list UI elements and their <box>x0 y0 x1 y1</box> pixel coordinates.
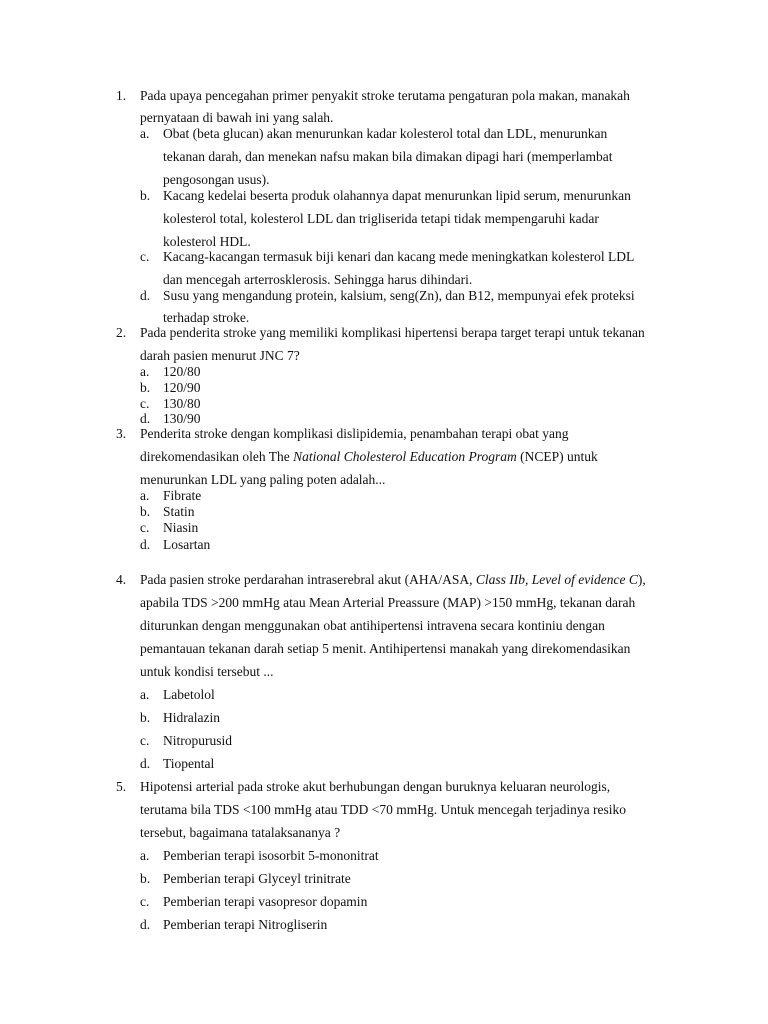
option-letter: d. <box>140 917 151 932</box>
option-text-line: tekanan darah, dan menekan nafsu makan bila dimakan dipagi hari (memperlambat <box>163 149 613 164</box>
option-text: 130/80 <box>163 396 201 411</box>
option-text-line: Kacang kedelai beserta produk olahannya dapat menurunkan lipid serum, menurunkan <box>163 188 631 203</box>
option-text-line: dan mencegah arterrosklerosis. Sehingga harus dihindari. <box>163 272 473 287</box>
question-text-plain: Pada pasien stroke perdarahan intraserebral akut (AHA/ASA, <box>140 572 476 587</box>
question-text-line: Hipotensi arterial pada stroke akut berhubungan dengan buruknya keluaran neurologis, <box>140 779 611 794</box>
question-text-line: menurunkan LDL yang paling poten adalah... <box>140 472 386 487</box>
question-number: 3. <box>116 426 127 441</box>
question-text-line: Pada upaya pencegahan primer penyakit stroke terutama pengaturan pola makan, manakah <box>140 88 630 103</box>
option-letter: d. <box>140 411 151 426</box>
option-letter: b. <box>140 871 151 886</box>
question-text-line: diturunkan dengan menggunakan obat antihipertensi intravena secara kontiniu dengan <box>140 618 605 633</box>
option-text: Nitropurusid <box>163 733 232 748</box>
option-text-line: pengosongan usus). <box>163 172 270 187</box>
question-text-line: terutama bila TDS <100 mmHg atau TDD <70 mmHg. Untuk mencegah terjadinya resiko <box>140 802 626 817</box>
question-number: 5. <box>116 779 127 794</box>
option-letter: a. <box>140 848 150 863</box>
question-text-line: Penderita stroke dengan komplikasi dislipidemia, penambahan terapi obat yang <box>140 426 569 441</box>
option-letter: b. <box>140 380 151 395</box>
question-text-italic: Class IIb, Level of evidence C <box>475 572 638 587</box>
question-text-italic: National Cholesterol Education Program <box>293 449 517 464</box>
option-letter: a. <box>140 488 150 503</box>
question-text-line: pemantauan tekanan darah setiap 5 menit. Antihipertensi manakah yang direkomendasikan <box>140 641 631 656</box>
option-text: Pemberian terapi isosorbit 5-mononitrat <box>163 848 379 863</box>
option-text: Tiopental <box>163 756 215 771</box>
option-letter: a. <box>140 364 150 379</box>
option-text: 120/80 <box>163 364 201 379</box>
question-text-line: tersebut, bagaimana tatalaksananya ? <box>140 825 341 840</box>
question-number: 4. <box>116 572 127 587</box>
question-text-line: untuk kondisi tersebut ... <box>140 664 274 679</box>
option-letter: b. <box>140 504 151 519</box>
question-text-line: pernyataan di bawah ini yang salah. <box>140 110 334 125</box>
option-text-line: kolesterol HDL. <box>163 234 251 249</box>
option-text: Hidralazin <box>163 710 220 725</box>
option-letter: c. <box>140 249 150 264</box>
option-text: Statin <box>163 504 195 519</box>
option-letter: a. <box>140 126 150 141</box>
question-text-plain: ), <box>637 572 646 587</box>
option-text: Niasin <box>163 520 199 535</box>
option-letter: c. <box>140 894 150 909</box>
option-letter: d. <box>140 288 151 303</box>
option-letter: c. <box>140 396 150 411</box>
option-letter: d. <box>140 756 151 771</box>
option-letter: a. <box>140 687 150 702</box>
option-text: Pemberian terapi Nitrogliserin <box>163 917 328 932</box>
option-letter: c. <box>140 733 150 748</box>
option-text-line: kolesterol total, kolesterol LDL dan trigliserida tetapi tidak mempengaruhi kadar <box>163 211 599 226</box>
question-number: 2. <box>116 325 127 340</box>
question-text-line <box>140 449 598 465</box>
option-letter: b. <box>140 188 151 203</box>
option-letter: b. <box>140 710 151 725</box>
option-text: Pemberian terapi vasopresor dopamin <box>163 894 368 909</box>
option-text: Losartan <box>163 537 211 552</box>
question-text-plain: direkomendasikan oleh The <box>140 449 294 464</box>
option-text-line: terhadap stroke. <box>163 310 250 325</box>
option-text-line: Susu yang mengandung protein, kalsium, seng(Zn), dan B12, mempunyai efek proteksi <box>163 288 635 303</box>
question-text-line: darah pasien menurut JNC 7? <box>140 348 300 363</box>
option-letter: c. <box>140 520 150 535</box>
question-text-plain: (NCEP) untuk <box>516 449 598 464</box>
question-number: 1. <box>116 88 127 103</box>
option-text-line: Kacang-kacangan termasuk biji kenari dan kacang mede meningkatkan kolesterol LDL <box>163 249 635 264</box>
option-text: 130/90 <box>163 411 201 426</box>
option-text-line: Obat (beta glucan) akan menurunkan kadar kolesterol total dan LDL, menurunkan <box>163 126 608 141</box>
question-text-line: apabila TDS >200 mmHg atau Mean Arterial Preassure (MAP) >150 mmHg, tekanan darah <box>140 595 636 610</box>
option-text: Labetolol <box>163 687 215 702</box>
option-letter: d. <box>140 537 151 552</box>
option-text: Pemberian terapi Glyceyl trinitrate <box>163 871 351 886</box>
option-text: 120/90 <box>163 380 201 395</box>
option-text: Fibrate <box>163 488 202 503</box>
question-text-line: Pada penderita stroke yang memiliki komplikasi hipertensi berapa target terapi untuk tekanan <box>140 325 645 340</box>
question-text-line <box>140 572 646 588</box>
